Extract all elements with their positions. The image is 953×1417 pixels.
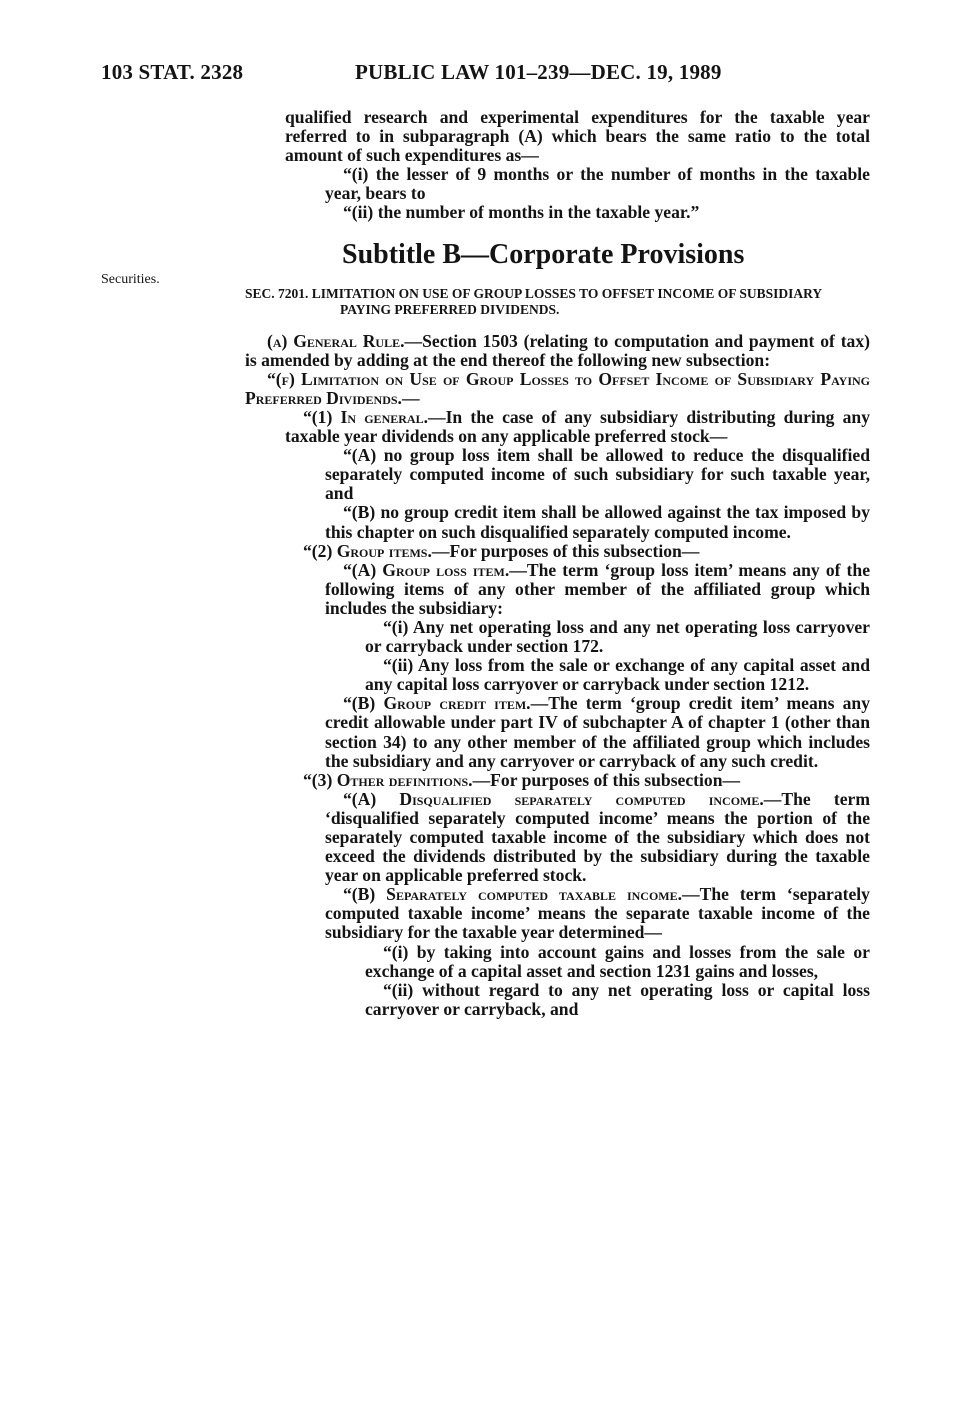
paragraph-2-B-label: “(B) Group credit item. bbox=[343, 693, 531, 714]
running-header: PUBLIC LAW 101–239—DEC. 19, 1989 bbox=[355, 60, 722, 84]
paragraph-1-B: “(B) no group credit item shall be allowed against the tax imposed by this chapter on such disqualified separately computed income. bbox=[325, 502, 870, 542]
paragraph-1 bbox=[245, 408, 870, 446]
paragraph-3 bbox=[245, 771, 870, 790]
paragraph-2-text: —For purposes of this subsection— bbox=[431, 540, 700, 561]
paragraph-2 bbox=[245, 542, 870, 561]
subtitle-heading: Subtitle B—Corporate Provisions bbox=[342, 238, 745, 270]
paragraph-2-A-ii: “(ii) Any loss from the sale or exchange of any capital asset and any capital loss carryover or carryback under section 1212. bbox=[365, 655, 870, 695]
paragraph-3-label: “(3) Other definitions. bbox=[303, 769, 473, 790]
intro-clause-i: “(i) the lesser of 9 months or the number of months in the taxable year, bears to bbox=[325, 164, 870, 204]
paragraph-3-A-text: —The term ‘disqualified separately computed income’ means the portion of the separately computed taxable income of the subsidiary which does not exceed the dividends distributed by the subsidiary during the taxable year on applicable preferred stock. bbox=[325, 788, 870, 886]
margin-note: Securities. bbox=[101, 272, 160, 287]
general-rule-text: —Section 1503 (relating to computation and payment of tax) is amended by adding at the end thereof the following new subsection: bbox=[245, 330, 871, 370]
paragraph-2-A bbox=[245, 561, 870, 618]
paragraph-3-text: —For purposes of this subsection— bbox=[472, 769, 741, 790]
paragraph-1-label: “(1) In general. bbox=[303, 406, 428, 427]
paragraph-2-B bbox=[245, 694, 870, 770]
paragraph-3-B bbox=[245, 885, 870, 942]
general-rule-label: (a) General Rule. bbox=[267, 330, 405, 351]
paragraph-3-B-i: “(i) by taking into account gains and losses from the sale or exchange of a capital asset and section 1231 gains and losses, bbox=[365, 941, 870, 981]
paragraph-3-B-text: —The term ‘separately computed taxable income’ means the separate taxable income of the subsidiary for the taxable year determined— bbox=[325, 884, 870, 943]
subsection-f-heading bbox=[245, 370, 870, 408]
paragraph-2-B-text: —The term ‘group credit item’ means any credit allowable under part IV of subchapter A of chapter 1 (other than section 34) to any other member of the affiliated group which includes the subsidiary and any carryover or carryback of any such credit. bbox=[325, 693, 870, 771]
subsection-f-text: — bbox=[401, 387, 420, 408]
paragraph-3-B-label: “(B) Separately computed taxable income. bbox=[343, 884, 683, 905]
general-rule-paragraph bbox=[245, 332, 870, 370]
paragraph-2-label: “(2) Group items. bbox=[303, 540, 432, 561]
document-body bbox=[245, 108, 870, 1019]
paragraph-1-A: “(A) no group loss item shall be allowed to reduce the disqualified separately computed income of such subsidiary for such taxable year, and bbox=[325, 445, 870, 504]
paragraph-3-A bbox=[245, 790, 870, 885]
intro-paragraph: qualified research and experimental expenditures for the taxable year referred to in subparagraph (A) which bears the same ratio to the total amount of such expenditures as— bbox=[285, 107, 870, 166]
intro-clause-ii: “(ii) the number of months in the taxable year.” bbox=[343, 202, 700, 223]
paragraph-2-A-i: “(i) Any net operating loss and any net operating loss carryover or carryback under section 172. bbox=[365, 616, 870, 657]
paragraph-2-A-label: “(A) Group loss item. bbox=[343, 559, 510, 580]
section-heading: SEC. 7201. LIMITATION ON USE OF GROUP LOSSES TO OFFSET INCOME OF SUBSIDIARY PAYING PREFERRED DIVIDENDS. bbox=[245, 285, 822, 317]
subsection-f-label: “(f) Limitation on Use of Group Losses to Offset Income of Subsidiary Paying Preferred Dividends. bbox=[245, 368, 870, 408]
paragraph-3-A-label: “(A) Disqualified separately computed income. bbox=[343, 788, 764, 809]
paragraph-3-B-ii: “(ii) without regard to any net operating loss or capital loss carryover or carryback, and bbox=[365, 979, 870, 1019]
statute-page-number: 103 STAT. 2328 bbox=[101, 60, 244, 84]
paragraph-2-A-text: —The term ‘group loss item’ means any of the following items of any other member of the affiliated group which includes the subsidiary: bbox=[325, 559, 871, 618]
paragraph-1-text: —In the case of any subsidiary distributing during any taxable year dividends on any applicable preferred stock— bbox=[285, 406, 870, 447]
